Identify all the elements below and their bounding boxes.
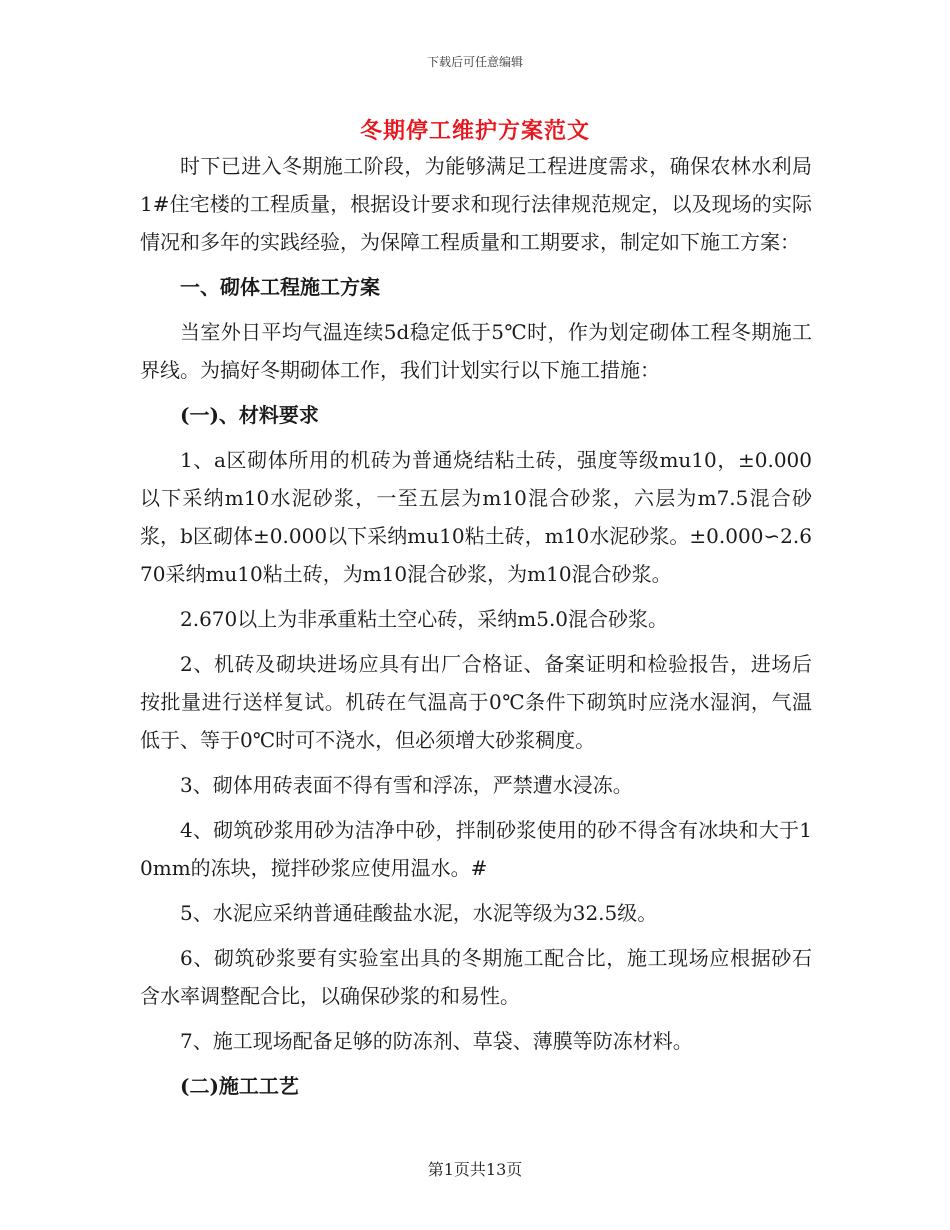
list-item: 2、机砖及砌块进场应具有出厂合格证、备案证明和检验报告，进场后按批量进行送样复试。机砖在气温高于0℃条件下砌筑时应浇水湿润，气温低于、等于0℃时可不浇水，但必须增大砂浆稠度。 <box>140 652 812 752</box>
intro-paragraph: 时下已进入冬期施工阶段，为能够满足工程进度需求，确保农林水利局1#住宅楼的工程质量，根据设计要求和现行法律规范规定，以及现场的实际情况和多年的实践经验，为保障工程质量和工期要求，制定如下施工方案： <box>140 154 812 254</box>
list-item: 2.670以上为非承重粘土空心砖，采纳m5.0混合砂浆。 <box>180 607 669 631</box>
list-item: 7、施工现场配备足够的防冻剂、草袋、薄膜等防冻材料。 <box>180 1029 693 1053</box>
document-title: 冬期停工维护方案范文 <box>359 118 590 144</box>
list-item: 1、a区砌体所用的机砖为普通烧结粘土砖，强度等级mu10，±0.000以下采纳m10水泥砂浆，一至五层为m10混合砂浆，六层为m7.5混合砂浆，b区砌体±0.000以下采纳mu10粘土砖，m10水泥砂浆。±0.000∽2.670采纳mu10粘土砖，为m10混合砂浆，为m10混合砂浆。 <box>140 448 812 586</box>
page-footer: 第1页共13页 <box>427 1160 523 1179</box>
subsection-heading-process: (二)施工工艺 <box>180 1074 299 1098</box>
list-item: 3、砌体用砖表面不得有雪和浮冻，严禁遭水浸冻。 <box>180 773 633 797</box>
section-paragraph: 当室外日平均气温连续5d稳定低于5℃时，作为划定砌体工程冬期施工界线。为搞好冬期砌体工作，我们计划实行以下施工措施： <box>140 320 812 382</box>
list-item: 5、水泥应采纳普通硅酸盐水泥，水泥等级为32.5级。 <box>180 901 658 925</box>
list-item: 6、砌筑砂浆要有实验室出具的冬期施工配合比，施工现场应根据砂石含水率调整配合比，以确保砂浆的和易性。 <box>140 946 812 1008</box>
list-item: 4、砌筑砂浆用砂为洁净中砂，拌制砂浆使用的砂不得含有冰块和大于10mm的冻块，搅拌砂浆应使用温水。# <box>140 818 812 880</box>
subsection-heading-materials: (一)、材料要求 <box>180 403 319 427</box>
document-body <box>140 147 812 1105</box>
section-heading-masonry: 一、砌体工程施工方案 <box>180 275 380 299</box>
page-header: 下载后可任意编辑 <box>426 55 523 69</box>
